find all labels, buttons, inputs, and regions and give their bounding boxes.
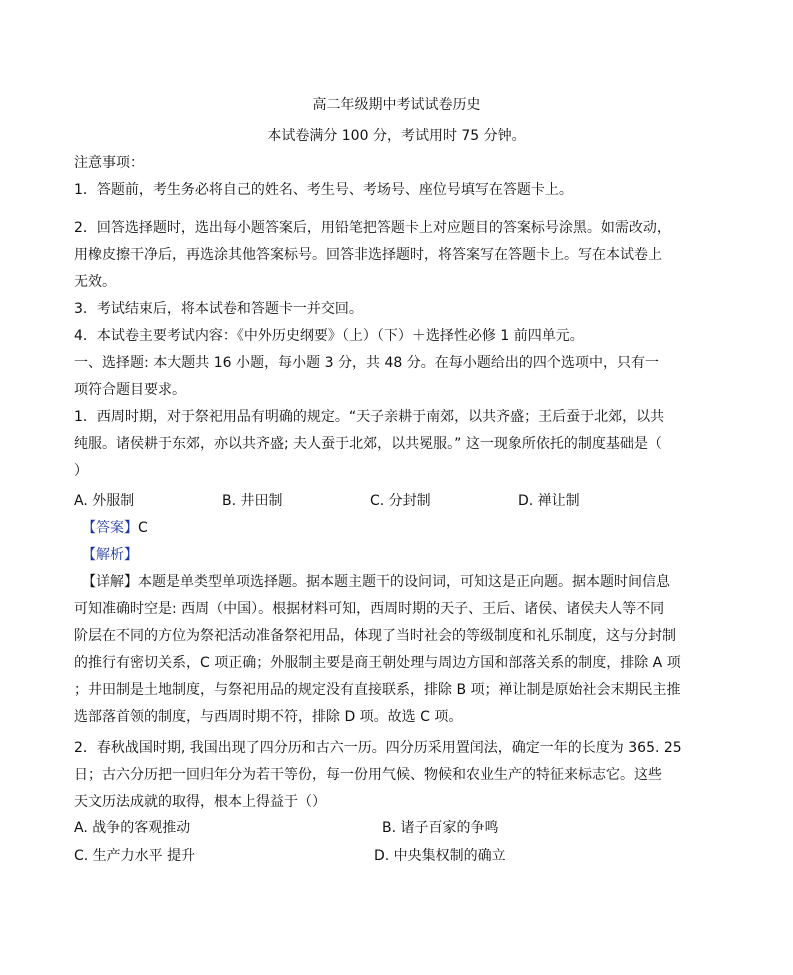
answer-tag: 【答案】: [82, 520, 138, 536]
question-1-explanation-line-2: 可知准确时空是: 西周（中国）。根据材料可知，西周时期的天子、王后、诸侯、诸侯夫人等不同: [74, 601, 665, 617]
explanation-text: 本题是单类型单项选择题。据本题主题干的设问词，可知这是正向题。据本题时间信息: [138, 574, 670, 590]
question-1-stem-line-1: 1．西周时期，对于祭祀用品有明确的规定。“天子亲耕于南郊，以共齐盛；王后蚕于北郊，以共: [74, 409, 665, 425]
question-1-explanation-line-6: 选部落首领的制度，与西周时期不符，排除 D 项。故选 C 项。: [74, 709, 463, 725]
question-2-option-c: C. 生产力水平 提升: [74, 848, 196, 864]
question-1-answer: [82, 518, 148, 538]
notice-item-1: 1．答题前，考生务必将自己的姓名、考生号、考场号、座位号填写在答题卡上。: [74, 182, 573, 198]
section-1-instructions-line-2: 项符合题目要求。: [74, 382, 186, 398]
notice-item-2-line-2: 用橡皮擦干净后，再选涂其他答案标号。回答非选择题时，将答案写在答题卡上。写在本试卷上: [74, 247, 662, 263]
question-1-stem-line-2: 纯服。诸侯耕于东郊，亦以共齐盛; 夫人蚕于北郊，以共冕服。” 这一现象所依托的制度基础是（: [74, 436, 662, 452]
notice-item-3: 3．考试结束后，将本试卷和答题卡一并交回。: [74, 301, 363, 317]
question-2-stem-line-1: 2．春秋战国时期, 我国出现了四分历和古六一历。四分历采用置闰法，确定一年的长度为 365. 25: [74, 740, 682, 756]
question-2-stem-line-3: 天文历法成就的取得，根本上得益于（）: [74, 794, 326, 810]
question-1-option-b: B. 井田制: [222, 493, 283, 509]
notice-item-2-line-3: 无效。: [74, 274, 116, 290]
detail-tag: 【详解】: [82, 574, 138, 590]
notice-heading: 注意事项：: [74, 155, 144, 171]
question-2-stem-line-2: 日；古六分历把一回归年分为若干等份，每一份用气候、物候和农业生产的特征来标志它。这些: [74, 767, 662, 783]
question-1-option-c: C. 分封制: [370, 493, 431, 509]
notice-item-2-line-1: 2．回答选择题时，选出每小题答案后，用铅笔把答题卡上对应题目的答案标号涂黑。如需改动，: [74, 220, 671, 236]
question-1-explanation-line-4: 的推行有密切关系，C 项正确；外服制主要是商王朝处理与周边方国和部落关系的制度，排除 A 项: [74, 655, 681, 671]
question-1-option-d: D. 禅让制: [518, 493, 580, 509]
question-1-analysis-heading: [82, 545, 138, 565]
answer-value: C: [138, 520, 148, 536]
question-1-explanation-line-1: [82, 572, 670, 592]
section-1-instructions-line-1: 一、选择题: 本大题共 16 小题，每小题 3 分，共 48 分。在每小题给出的四个选项中，只有一: [74, 355, 659, 371]
analysis-tag: 【解析】: [82, 547, 138, 563]
question-1-option-a: A. 外服制: [74, 493, 135, 509]
question-1-stem-line-3: ）: [74, 463, 88, 479]
notice-item-4: 4．本试卷主要考试内容：《中外历史纲要》（上）（下）＋选择性必修 1 前四单元。: [74, 328, 584, 344]
question-2-option-d: D. 中央集权制的确立: [374, 848, 506, 864]
question-2-option-b: B. 诸子百家的争鸣: [382, 820, 499, 836]
exam-title: 高二年级期中考试试卷历史: [312, 97, 481, 113]
question-1-explanation-line-3: 阶层在不同的方位为祭祀活动准备祭祀用品，体现了当时社会的等级制度和礼乐制度，这与分封制: [74, 628, 676, 644]
question-2-option-a: A. 战争的客观推动: [74, 820, 191, 836]
question-1-explanation-line-5: ；井田制是土地制度，与祭祀用品的规定没有直接联系，排除 B 项；禅让制是原始社会末期民主推: [74, 682, 681, 698]
exam-subtitle: 本试卷满分 100 分，考试用时 75 分钟。: [267, 128, 526, 144]
